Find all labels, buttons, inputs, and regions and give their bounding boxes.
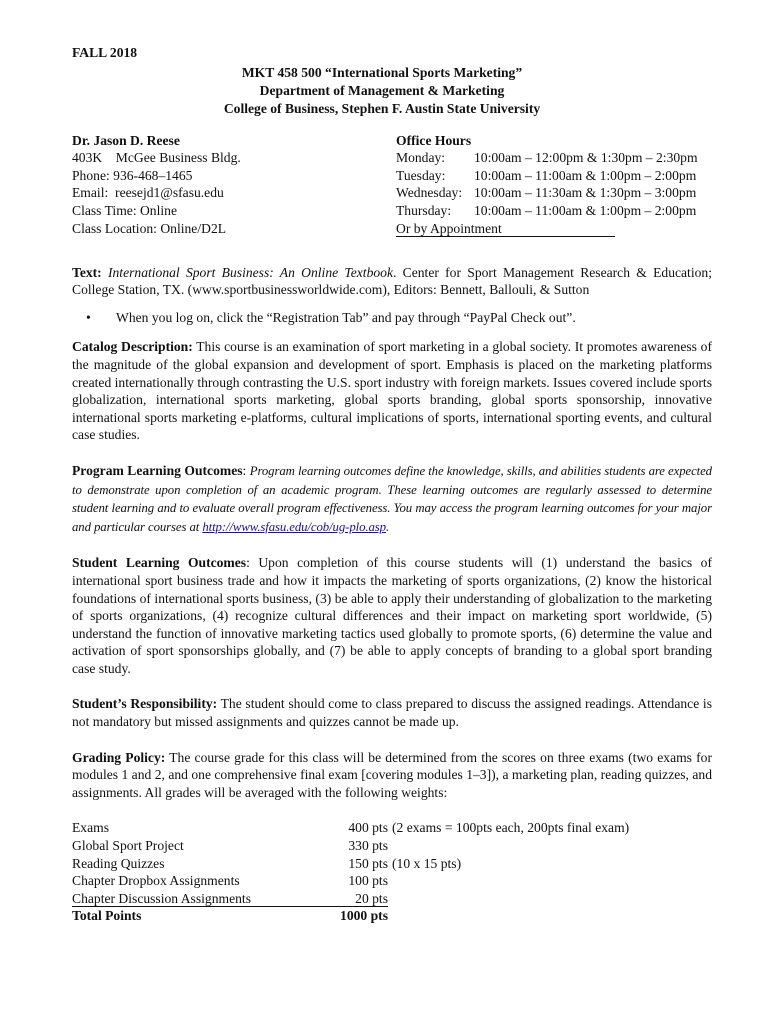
plo-link[interactable]: http://www.sfasu.edu/cob/ug-plo.asp [202, 519, 386, 534]
office-hours-day: Monday: [396, 150, 446, 166]
student-responsibility [72, 695, 712, 730]
catalog-body: This course is an examination of sport marketing in a global society. It promotes awareness of the magnitude of the global expansion and development of sport. Emphasis is placed on the marketing platforms created internationally through contrasting the U.S. sport industry with foreign markets. Issues covered include sports globalization, international sports marketing, global sports branding, global sports sponsorship, innovative international sports marketing e-platforms, cultural implications of sports, international sporting events, and cultural case studies. [72, 339, 712, 443]
contact-info [72, 132, 712, 236]
office-hours-heading: Office Hours [396, 132, 472, 148]
department-name: Department of Management & Marketing [259, 82, 505, 98]
grade-note: (2 exams = 100pts each, 200pts final exam) [392, 820, 630, 836]
grade-note [388, 837, 392, 855]
office-hours-day: Tuesday: [396, 167, 446, 183]
grade-total-row [72, 907, 712, 925]
grading-body: The course grade for this class will be determined from the scores on three exams (two exams for modules 1 and 2, and one comprehensive final exam [covering modules 1–3]), a marketing plan, reading quizzes, and assignments. All grades will be averaged with the following weights: [72, 749, 712, 800]
responsibility-body: The student should come to class prepared to discuss the assigned readings. Attendance is not mandatory but missed assignments and quizzes cannot be made up. [72, 696, 712, 730]
office-hours-row [396, 184, 716, 202]
office-hours-row [396, 167, 716, 185]
catalog-label: Catalog Description: [72, 339, 193, 355]
syllabus-page [72, 44, 712, 925]
college-name: College of Business, Stephen F. Austin State University [223, 100, 541, 116]
catalog-description [72, 338, 712, 444]
office-hours-row [396, 149, 716, 167]
class-time: Class Time: Online [72, 202, 177, 218]
textbook-title: International Sport Business: An Online Textbook [107, 264, 393, 280]
office-hours-block [396, 132, 716, 238]
grade-item: Exams [72, 820, 109, 836]
course-title: MKT 458 500 “International Sports Marketing” [241, 64, 523, 80]
grade-row [72, 872, 712, 890]
grade-points: 330 pts [348, 838, 388, 854]
grade-points: 100 pts [348, 873, 388, 889]
course-header [72, 64, 692, 118]
text-label: Text: [72, 264, 102, 280]
student-learning-outcomes [72, 554, 712, 677]
grade-row [72, 837, 712, 855]
registration-bullet [72, 309, 712, 327]
slo-label: Student Learning Outcomes [72, 555, 247, 571]
grade-note [388, 890, 392, 908]
registration-note: When you log on, click the “Registration Tab” and pay through “PayPal Check out”. [116, 309, 576, 325]
grade-item: Chapter Dropbox Assignments [72, 873, 240, 889]
grading-policy [72, 749, 712, 802]
plo-colon: : [242, 462, 250, 478]
office-hours-day: Thursday: [396, 202, 452, 218]
office-hours-time: 10:00am – 11:30am & 1:30pm – 3:00pm [474, 185, 697, 201]
bullet-icon: • [86, 309, 91, 325]
office-hours-appointment: Or by Appointment [396, 220, 502, 236]
program-learning-outcomes [72, 462, 712, 536]
instructor-phone: Phone: 936-468–1465 [72, 167, 193, 183]
instructor-block [72, 132, 372, 238]
office-hours-time: 10:00am – 11:00am & 1:00pm – 2:00pm [474, 167, 697, 183]
total-label: Total Points [72, 908, 142, 924]
class-location: Class Location: Online/D2L [72, 220, 227, 236]
grade-points: 150 pts [348, 855, 388, 871]
textbook-details: . Center for Sport Management Research & Education; College Station, TX. (www.sportbusinessworldwide.com), Editors: Bennett, Ballouli, & Sutton [72, 264, 712, 298]
grade-row [72, 890, 712, 908]
grade-weights-table [72, 819, 712, 925]
office-hours-divider [396, 236, 615, 237]
grade-row [72, 819, 712, 837]
office-hours-row [396, 202, 716, 220]
grade-note: (10 x 15 pts) [392, 855, 462, 871]
grade-points: 400 pts [348, 820, 388, 836]
instructor-name: Dr. Jason D. Reese [72, 132, 180, 148]
office-hours-time: 10:00am – 12:00pm & 1:30pm – 2:30pm [474, 150, 698, 166]
plo-label: Program Learning Outcomes [72, 462, 243, 478]
plo-body: Program learning outcomes define the knowledge, skills, and abilities students are expected to demonstrate upon completion of an academic program. These learning outcomes are regularly assessed to determine student learning and to evaluate overall program effectiveness. You may access the program learning outcomes for your major and particular courses at [72, 463, 712, 534]
semester-label: FALL 2018 [72, 45, 138, 60]
plo-end: . [385, 519, 390, 534]
office-hours-day: Wednesday: [396, 185, 463, 201]
grade-item: Global Sport Project [72, 838, 184, 854]
office-hours-time: 10:00am – 11:00am & 1:00pm – 2:00pm [474, 202, 697, 218]
instructor-email: Email: reesejd1@sfasu.edu [72, 185, 224, 201]
grade-item: Reading Quizzes [72, 855, 165, 871]
grade-row [72, 855, 712, 873]
grade-note [388, 872, 392, 890]
slo-body: : Upon completion of this course students will (1) understand the basics of international sport business trade and how it impacts the marketing of sports organizations, (2) know the historical foundations of international sports business, (3) be able to apply their understanding of globalization to the marketing of sports organizations, (4) recognize cultural differences and their impact on marketing sport worldwide, (5) understand the function of innovative marketing tactics used globally to promote sports, (6) determine the value and activation of sport sponsorships globally, and (7) be able to apply concepts of branding to a global sport branding case study. [72, 555, 712, 676]
grade-item: Chapter Discussion Assignments [72, 890, 251, 906]
total-points: 1000 pts [340, 908, 388, 924]
responsibility-label: Student’s Responsibility: [72, 696, 218, 712]
text-section [72, 264, 712, 299]
instructor-office: 403K McGee Business Bldg. [72, 150, 241, 166]
grade-points: 20 pts [355, 890, 388, 906]
grading-label: Grading Policy: [72, 749, 166, 765]
